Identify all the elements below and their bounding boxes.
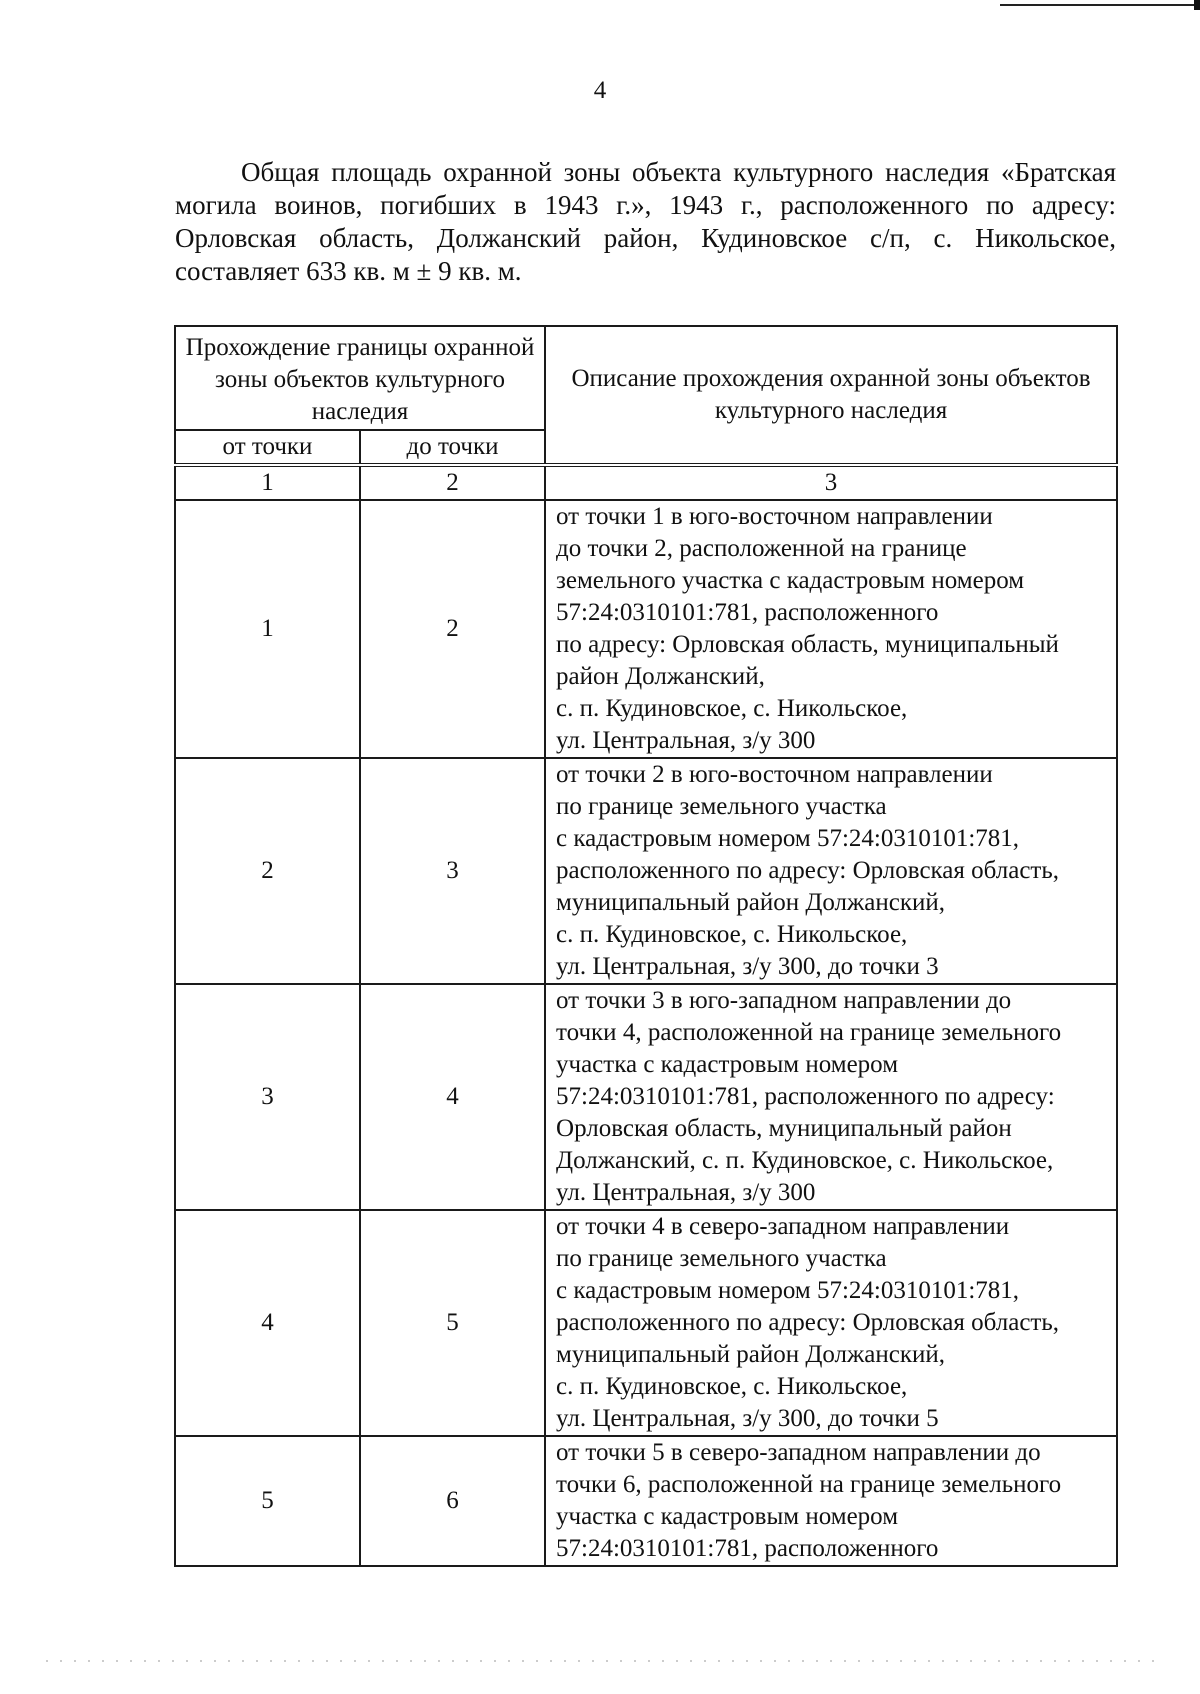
to-point-cell: 5 (360, 1210, 545, 1436)
table-row (175, 984, 1117, 1210)
description-cell: от точки 1 в юго-восточном направлении до точки 2, расположенной на границе земельного участка с кадастровым номером 57:24:0310101:781, расположенного по адресу: Орловская область, муниципальный район Должанский, с. п. Кудиновское, с. Никольское, ул. Центральная, з/у 300 (545, 500, 1117, 758)
to-point-cell: 3 (360, 758, 545, 984)
column-number: 2 (360, 465, 545, 500)
header-boundary-group: Прохождение границы охранной зоны объектов культурного наследия (175, 326, 545, 430)
page-number: 4 (593, 77, 607, 104)
intro-text: Общая площадь охранной зоны объекта культурного наследия «Братская могила воинов, погибших в 1943 г.», 1943 г., расположенного по адресу: Орловская область, Должанский район, Кудиновское с/п, с. Никольское, составляет 633 кв. м ± 9 кв. м. (175, 157, 1116, 286)
column-number: 3 (545, 465, 1117, 500)
scan-artifact-dots (40, 1660, 1160, 1662)
description-cell: от точки 2 в юго-восточном направлении по границе земельного участка с кадастровым номером 57:24:0310101:781, расположенного по адресу: Орловская область, муниципальный район Должанский, с. п. Кудиновское, с. Никольское, ул. Центральная, з/у 300, до точки 3 (545, 758, 1117, 984)
from-point-cell: 2 (175, 758, 360, 984)
description-cell: от точки 4 в северо-западном направлении по границе земельного участка с кадастровым номером 57:24:0310101:781, расположенного по адресу: Орловская область, муниципальный район Должанский, с. п. Кудиновское, с. Никольское, ул. Центральная, з/у 300, до точки 5 (545, 1210, 1117, 1436)
table-header-row (175, 326, 1117, 430)
header-description: Описание прохождения охранной зоны объектов культурного наследия (545, 326, 1117, 465)
scan-artifact-mark (1194, 0, 1200, 10)
column-number-row (175, 465, 1117, 500)
from-point-cell: 1 (175, 500, 360, 758)
intro-paragraph (175, 156, 1116, 288)
table-row (175, 500, 1117, 758)
scan-artifact-line (1000, 4, 1200, 6)
from-point-cell: 5 (175, 1436, 360, 1566)
table-row (175, 758, 1117, 984)
table-row (175, 1210, 1117, 1436)
header-to-point: до точки (360, 430, 545, 465)
header-from-point: от точки (175, 430, 360, 465)
description-cell: от точки 5 в северо-западном направлении до точки 6, расположенной на границе земельного участка с кадастровым номером 57:24:0310101:781, расположенного (545, 1436, 1117, 1566)
column-number: 1 (175, 465, 360, 500)
from-point-cell: 3 (175, 984, 360, 1210)
to-point-cell: 2 (360, 500, 545, 758)
boundary-table (174, 325, 1118, 1567)
from-point-cell: 4 (175, 1210, 360, 1436)
description-cell: от точки 3 в юго-западном направлении до точки 4, расположенной на границе земельного участка с кадастровым номером 57:24:0310101:781, расположенного по адресу: Орловская область, муниципальный район Должанский, с. п. Кудиновское, с. Никольское, ул. Центральная, з/у 300 (545, 984, 1117, 1210)
to-point-cell: 6 (360, 1436, 545, 1566)
to-point-cell: 4 (360, 984, 545, 1210)
table-row (175, 1436, 1117, 1566)
